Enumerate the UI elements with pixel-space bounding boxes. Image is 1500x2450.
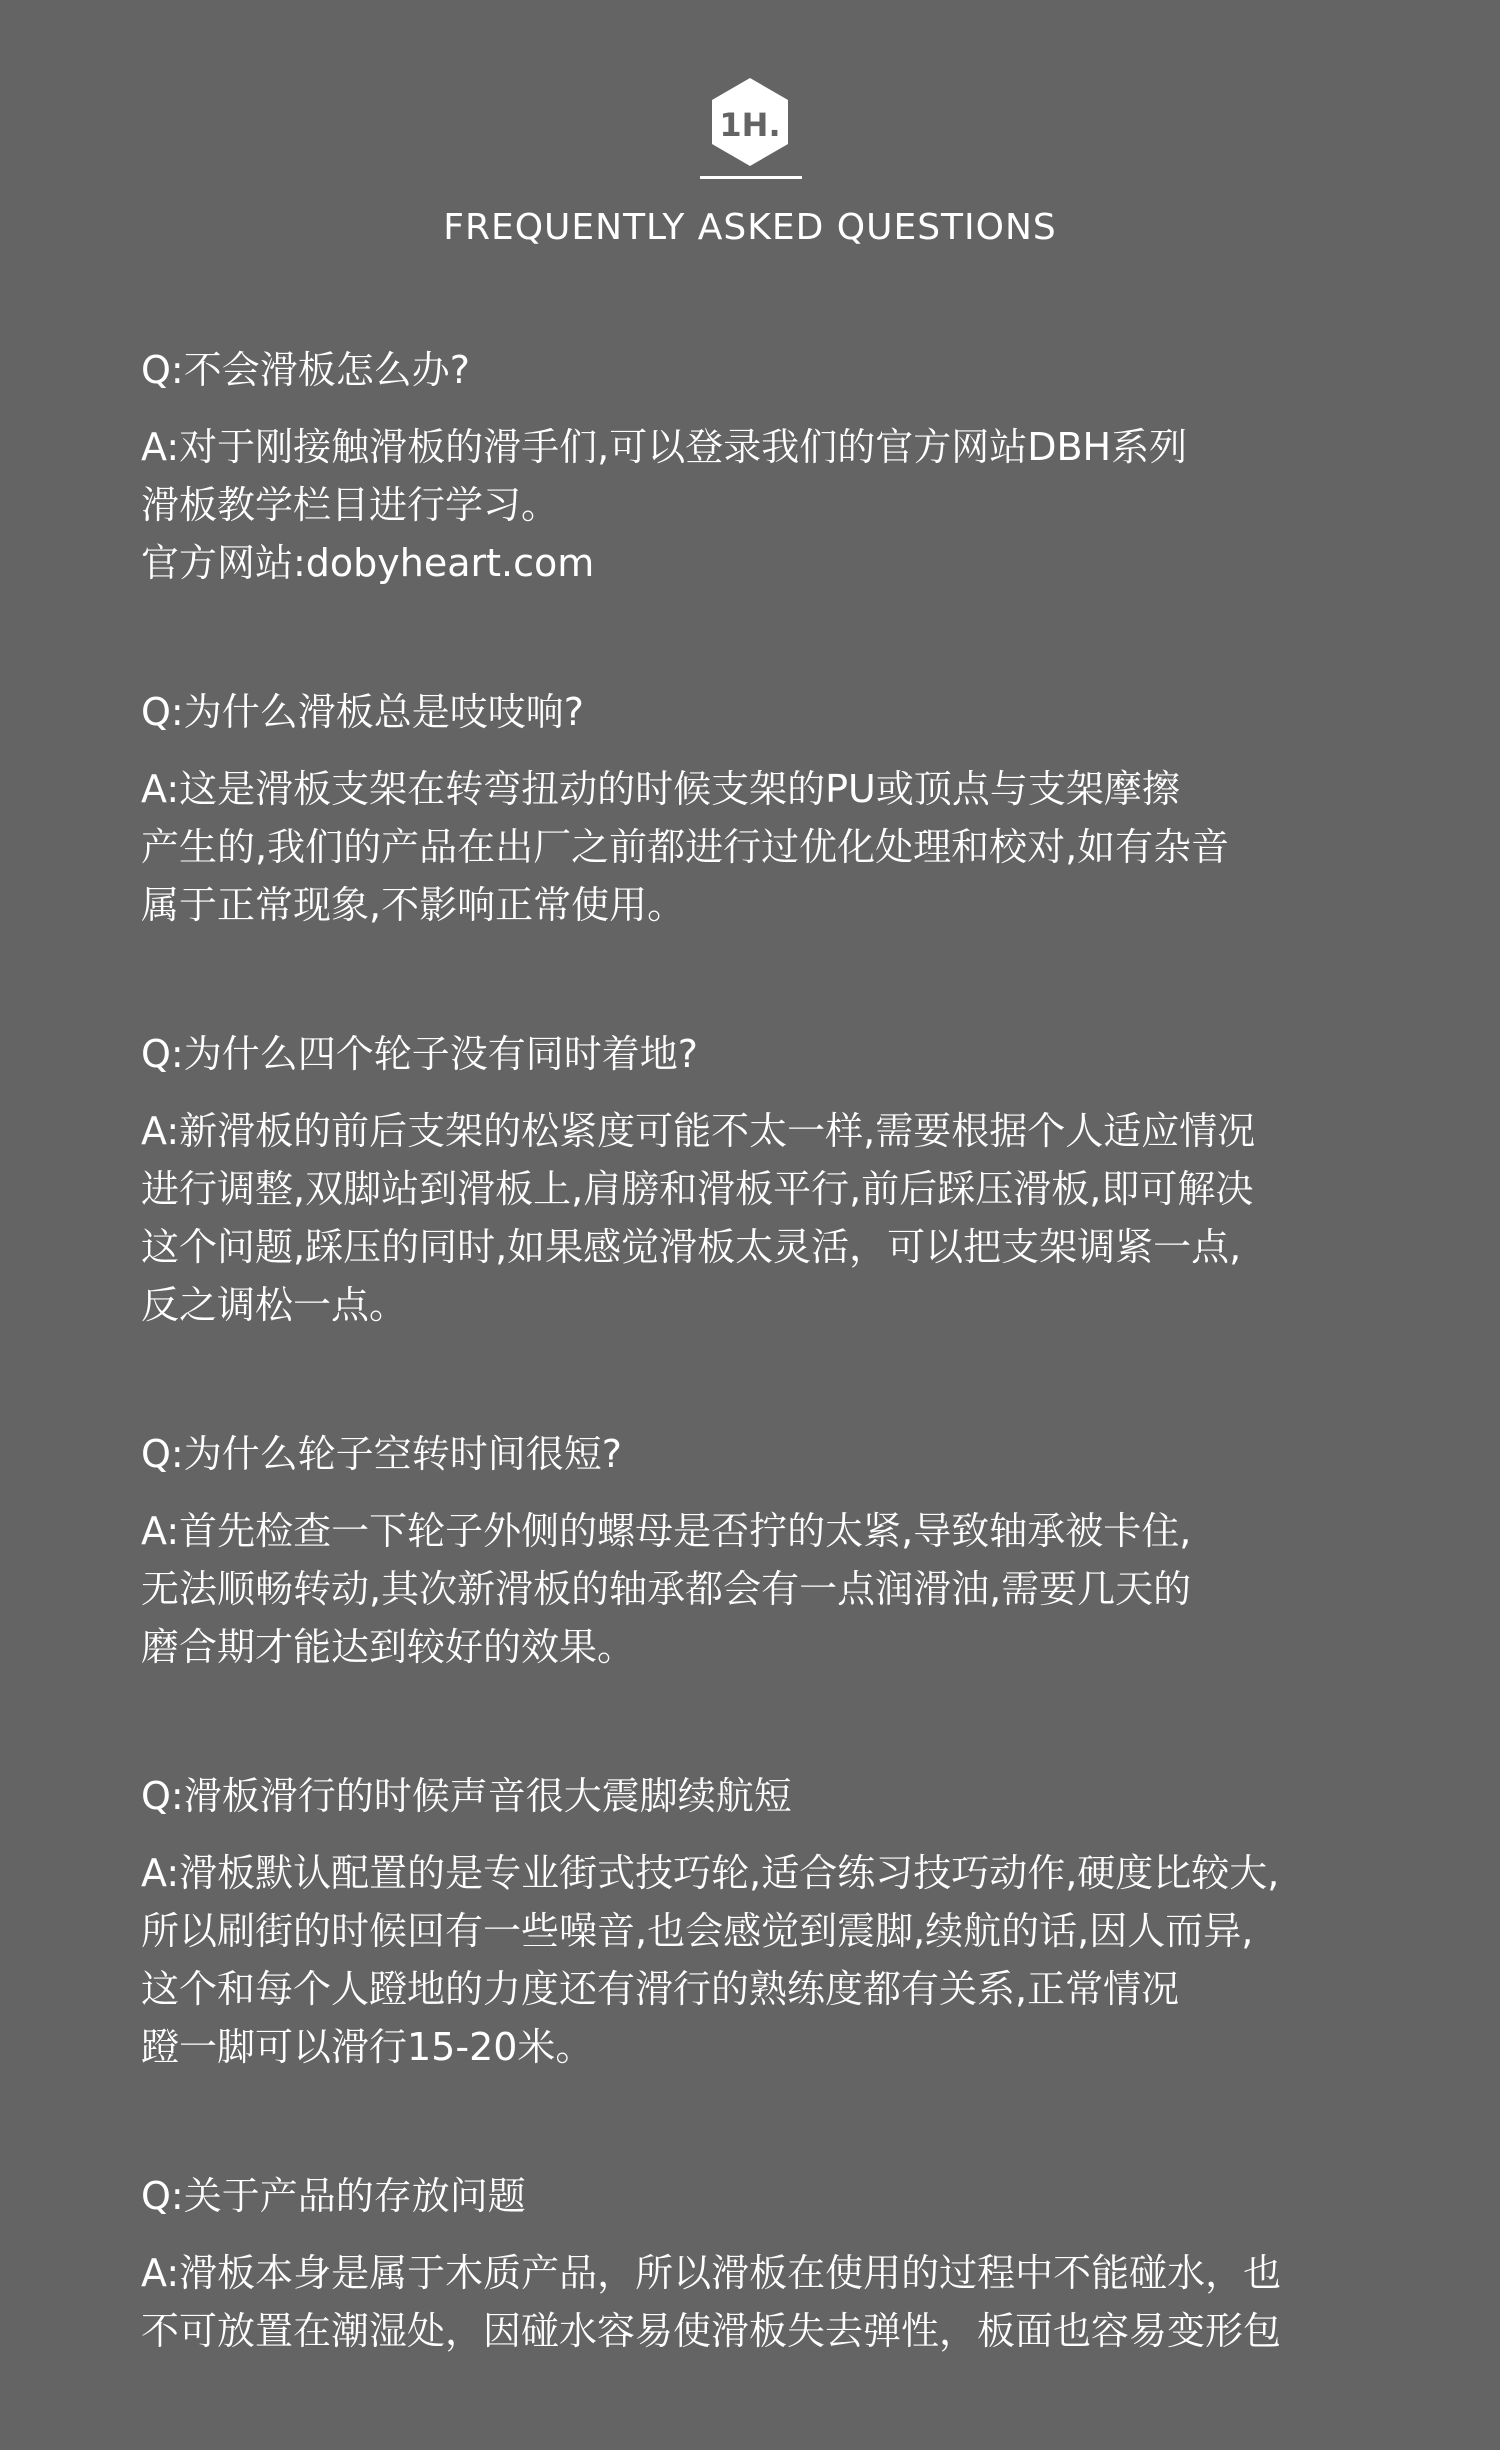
faq-answer-line: A:新滑板的前后支架的松紧度可能不太一样,需要根据个人适应情况 <box>141 1109 1256 1153</box>
faq-answer-line: A:这是滑板支架在转弯扭动的时候支架的PU或顶点与支架摩擦 <box>141 767 1180 811</box>
faq-question: Q:不会滑板怎么办? <box>141 348 470 392</box>
faq-question: Q:为什么滑板总是吱吱响? <box>141 690 584 734</box>
faq-question: Q:关于产品的存放问题 <box>141 2174 526 2218</box>
faq-answer-line: 磨合期才能达到较好的效果。 <box>141 1625 636 1669</box>
logo-underline <box>700 176 802 179</box>
faq-answer <box>141 760 1401 934</box>
faq-list <box>141 340 1401 2450</box>
faq-question: Q:为什么轮子空转时间很短? <box>141 1432 622 1476</box>
faq-answer-line: 滑板教学栏目进行学习。 <box>141 483 560 527</box>
faq-answer-line: 产生的,我们的产品在出厂之前都进行过优化处理和校对,如有杂音 <box>141 825 1230 869</box>
brand-logo-icon <box>710 76 790 168</box>
faq-answer-line: A:滑板默认配置的是专业街式技巧轮,适合练习技巧动作,硬度比较大, <box>141 1851 1280 1895</box>
faq-answer-line: 这个和每个人蹬地的力度还有滑行的熟练度都有关系,正常情况 <box>141 1967 1180 2011</box>
faq-answer <box>141 1844 1401 2076</box>
faq-answer-line: A:滑板本身是属于木质产品，所以滑板在使用的过程中不能碰水，也 <box>141 2251 1282 2295</box>
faq-answer-line: 所以刷街的时候回有一些噪音,也会感觉到震脚,续航的话,因人而异, <box>141 1909 1254 1953</box>
faq-item <box>141 340 1401 592</box>
faq-answer-line: 官方网站:dobyheart.com <box>141 541 595 585</box>
page-title: FREQUENTLY ASKED QUESTIONS <box>443 207 1057 248</box>
faq-answer-line: 属于正常现象,不影响正常使用。 <box>141 883 686 927</box>
faq-answer-line: 不可放置在潮湿处，因碰水容易使滑板失去弹性，板面也容易变形包 <box>141 2309 1282 2353</box>
faq-item <box>141 1766 1401 2076</box>
faq-question: Q:为什么四个轮子没有同时着地? <box>141 1032 698 1076</box>
faq-answer-line: 反之调松一点。 <box>141 1283 408 1327</box>
faq-answer <box>141 418 1401 592</box>
faq-answer-line: A:首先检查一下轮子外侧的螺母是否拧的太紧,导致轴承被卡住, <box>141 1509 1192 1553</box>
faq-answer-line: 蹬一脚可以滑行15-20米。 <box>141 2025 594 2069</box>
faq-answer-line: 这个问题,踩压的同时,如果感觉滑板太灵活，可以把支架调紧一点, <box>141 1225 1242 1269</box>
faq-answer <box>141 1102 1401 1334</box>
faq-item <box>141 682 1401 934</box>
faq-answer-line: 无法顺畅转动,其次新滑板的轴承都会有一点润滑油,需要几天的 <box>141 1567 1192 1611</box>
faq-item <box>141 2166 1401 2360</box>
faq-item <box>141 1424 1401 1676</box>
faq-answer <box>141 2244 1401 2360</box>
faq-answer-line: 进行调整,双脚站到滑板上,肩膀和滑板平行,前后踩压滑板,即可解决 <box>141 1167 1254 1211</box>
faq-answer-line: A:对于刚接触滑板的滑手们,可以登录我们的官方网站DBH系列 <box>141 425 1188 469</box>
page-header <box>0 0 1500 260</box>
brand-logo-text: 1H. <box>719 106 781 144</box>
faq-item <box>141 1024 1401 1334</box>
faq-answer <box>141 1502 1401 1676</box>
faq-question: Q:滑板滑行的时候声音很大震脚续航短 <box>141 1774 792 1818</box>
